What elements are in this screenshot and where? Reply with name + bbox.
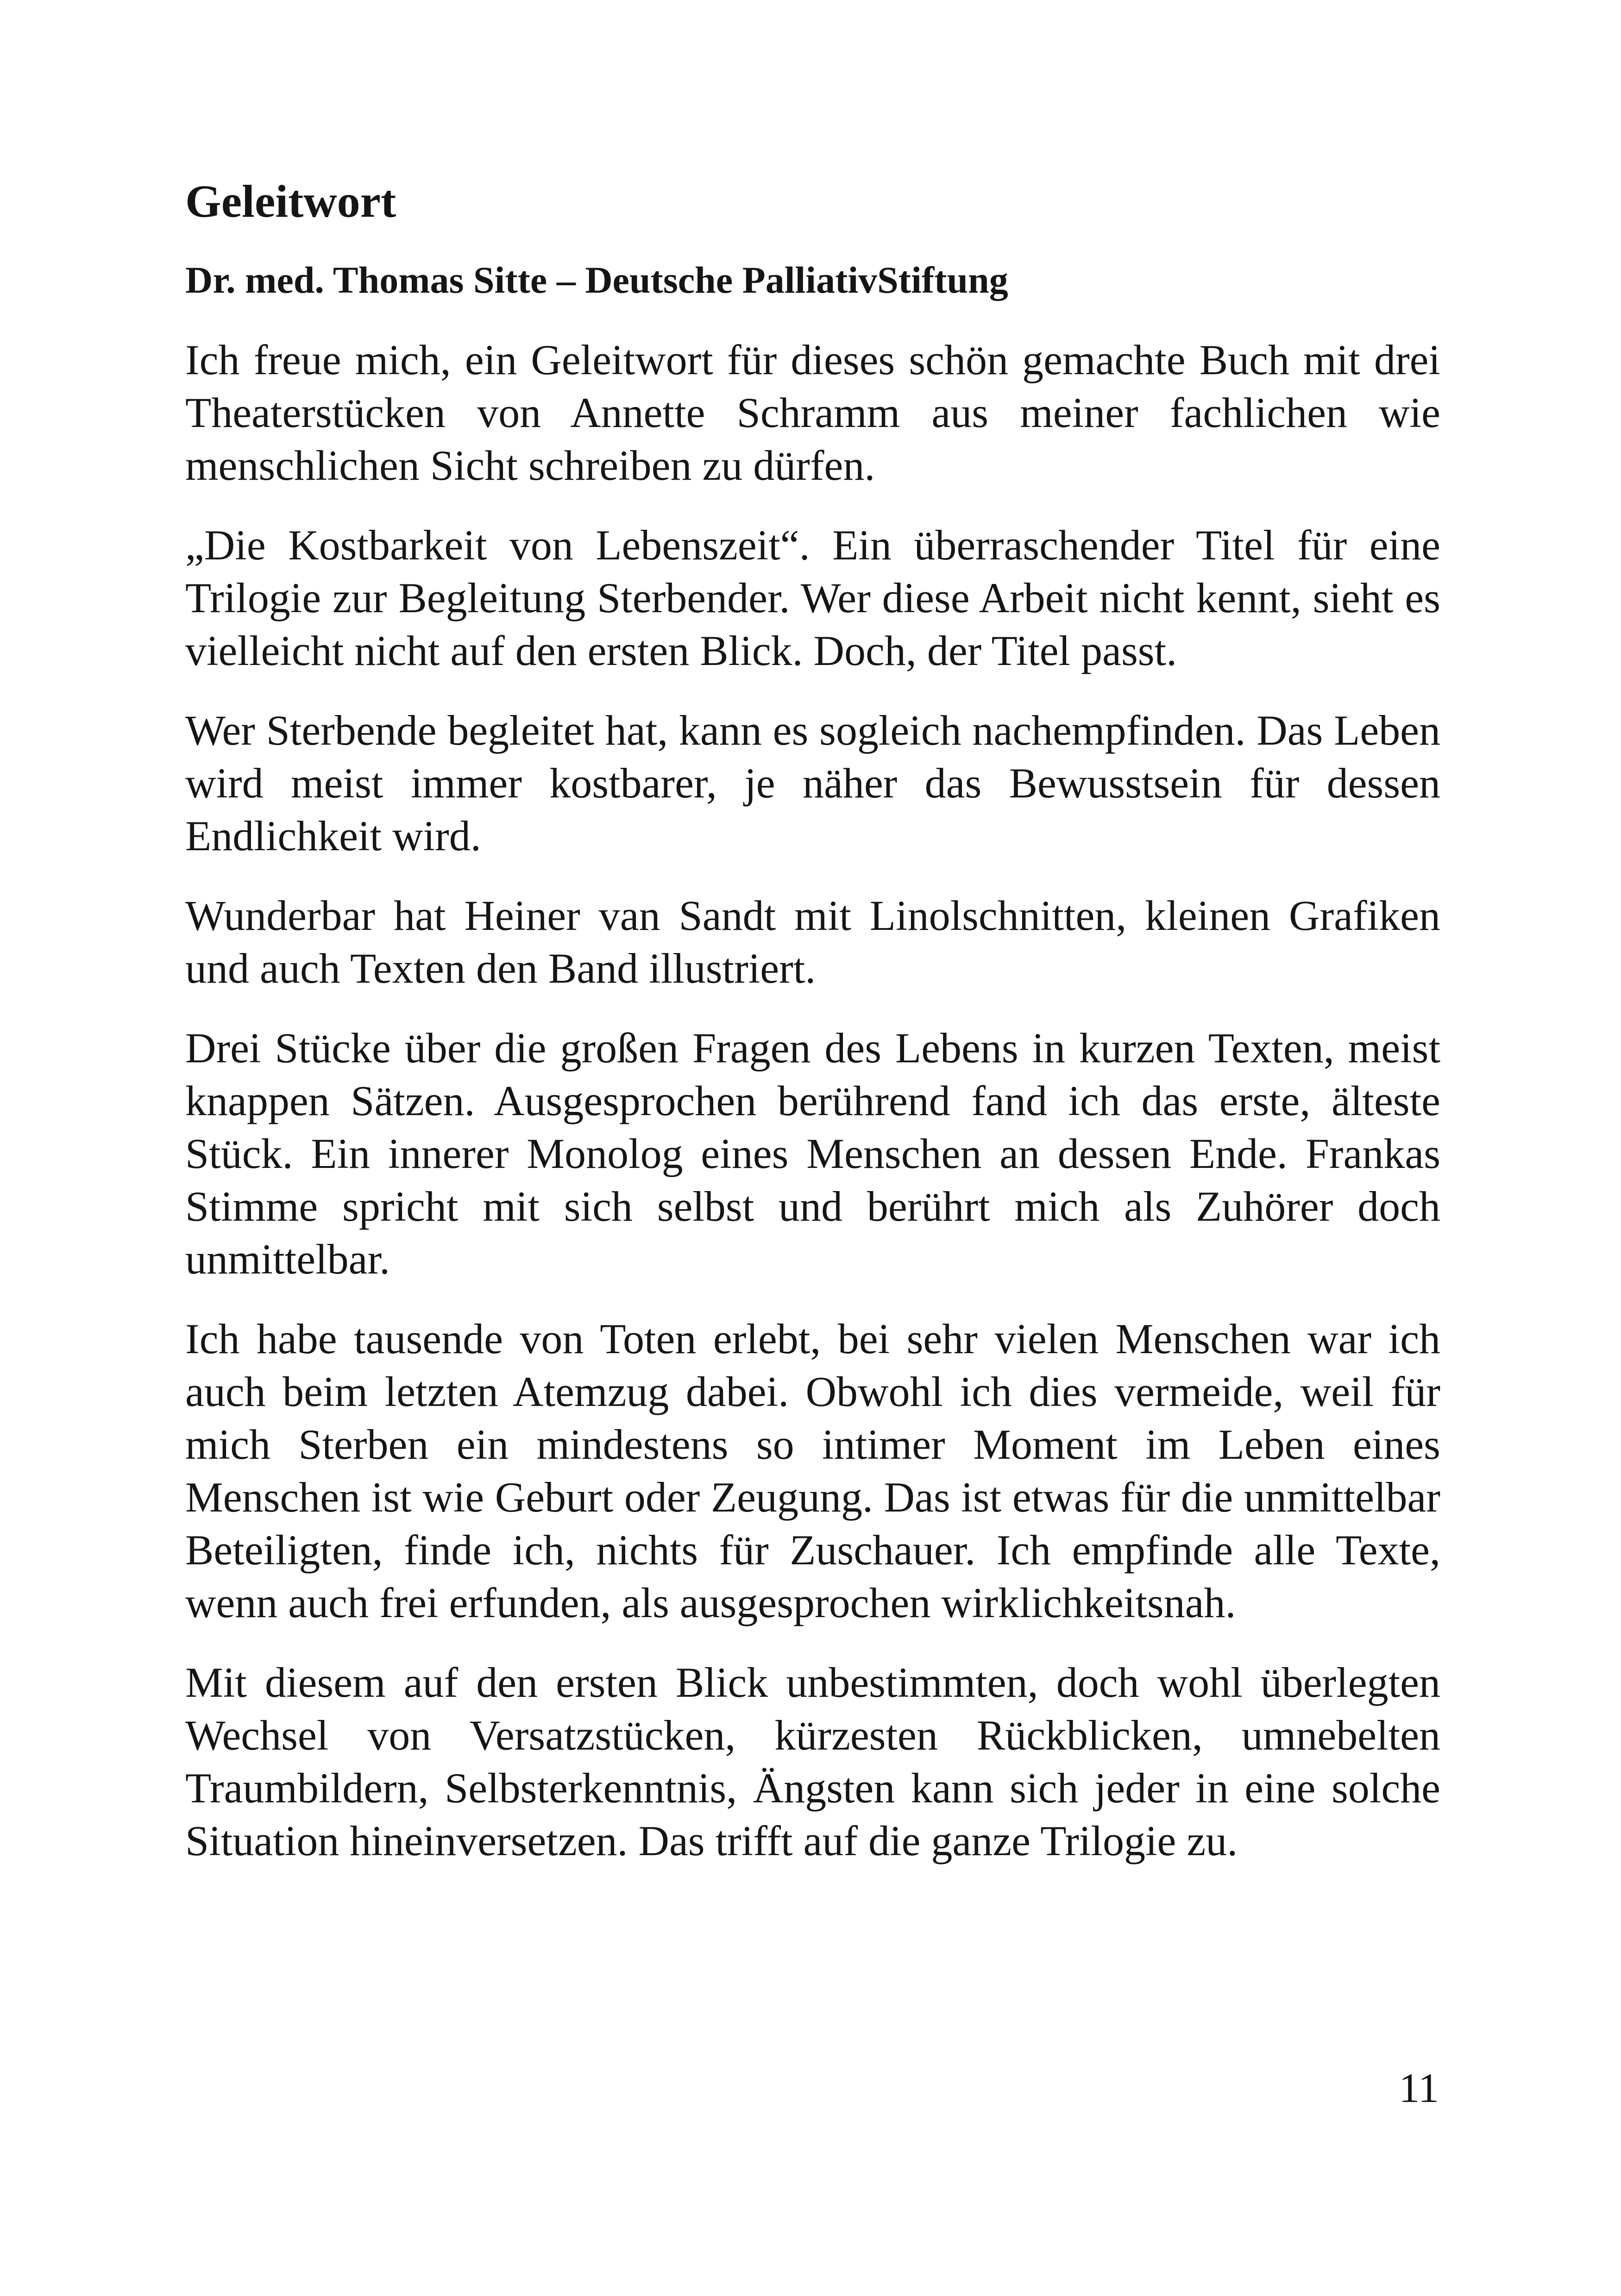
paragraph-6: Ich habe tausende von Toten erlebt, bei sehr vielen Menschen war ich auch beim letzten Atemzug dabei. Obwohl ich dies vermeide, weil für mich Sterben ein mindestens so intimer Moment im Leben eines Menschen ist wie Geburt oder Zeugung. Das ist etwas für die unmittelbar Beteiligten, finde ich, nichts für Zuschauer. Ich empfinde alle Texte, wenn auch frei erfunden, als ausgesprochen wirklichkeitsnah. [185,1315,1440,1626]
paragraph-1: Ich freue mich, ein Geleitwort für dieses schön gemachte Buch mit drei Theaterstücken von Annette Schramm aus meiner fachlichen wie menschlichen Sicht schreiben zu dürfen. [185,336,1440,489]
paragraph-7: Mit diesem auf den ersten Blick unbestimmten, doch wohl überlegten Wechsel von Versatzstücken, kürzesten Rückblicken, umnebelten Traumbildern, Selbsterkenntnis, Ängsten kann sich jeder in eine solche Situation hineinversetzen. Das trifft auf die ganze Trilogie zu. [185,1659,1440,1864]
page-number: 11 [1399,2065,1439,2111]
page-title: Geleitwort [185,176,396,227]
body-text [185,333,1440,1894]
author-subtitle: Dr. med. Thomas Sitte – Deutsche PalliativStiftung [185,259,1008,301]
paragraph-2: „Die Kostbarkeit von Lebenszeit“. Ein überraschender Titel für eine Trilogie zur Begleitung Sterbender. Wer diese Arbeit nicht kennt, sieht es vielleicht nicht auf den ersten Blick. Doch, der Titel passt. [185,521,1440,674]
paragraph-3: Wer Sterbende begleitet hat, kann es sogleich nachempfinden. Das Leben wird meist immer kostbarer, je näher das Bewusstsein für dessen Endlichkeit wird. [185,707,1440,859]
paragraph-4: Wunderbar hat Heiner van Sandt mit Linolschnitten, kleinen Grafiken und auch Texten den Band illustriert. [185,892,1440,992]
paragraph-5: Drei Stücke über die großen Fragen des Lebens in kurzen Texten, meist knappen Sätzen. Ausgesprochen berührend fand ich das erste, älteste Stück. Ein innerer Monolog eines Menschen an dessen Ende. Frankas Stimme spricht mit sich selbst und berührt mich als Zuhörer doch unmittelbar. [185,1024,1440,1283]
